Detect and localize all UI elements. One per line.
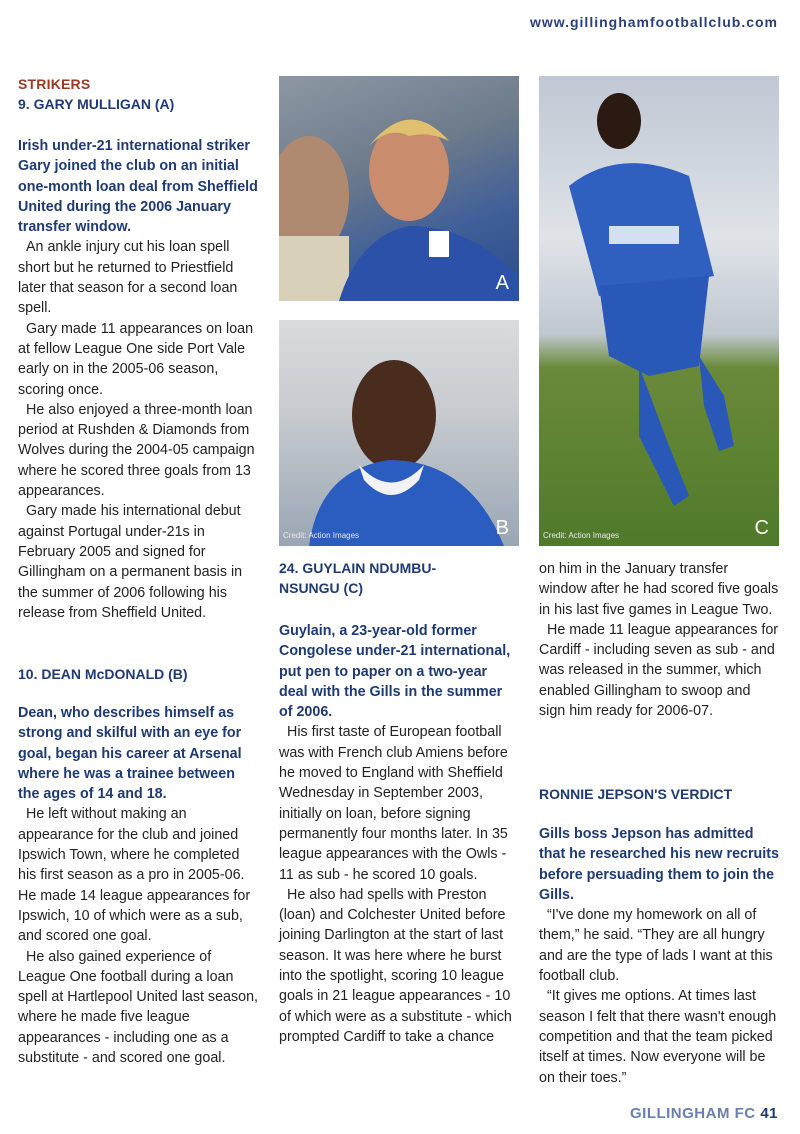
body-paragraph: He made 11 league appearances for Cardiff - including seven as sub - and was released in the summer, which enabled Gillingham to swoop and sign him ready for 2006-07. — [539, 621, 779, 720]
player-heading-mcdonald: 10. DEAN McDONALD (B) — [18, 666, 188, 682]
photo-tag-a: A — [495, 272, 509, 294]
website-url: www.gillinghamfootballclub.com — [529, 14, 778, 30]
body-paragraph: He left without making an appearance for the club and joined Ipswich Town, where he completed his first season as a pro in 2005-06. He made 14 league appearances for Ipswich, 10 of which were as a sub, and scored one goal. — [18, 806, 251, 945]
body-paragraph: Gary made his international debut against Portugal under-21s in February 2005 and signed for Gillingham on a permanent basis in the summer of 2006 following his release from Sheffield United. — [18, 503, 243, 621]
body-paragraph: His first taste of European football was with French club Amiens before he moved to England with Sheffield Wednesday in September 2003, initially on loan, before signing permanently four months later. In 35 league appearances with the Owls - 11 as sub - he scored 10 goals. — [279, 724, 508, 883]
photo-tag-c: C — [754, 517, 769, 539]
section-heading: STRIKERS — [18, 76, 91, 92]
article-block-2 — [18, 703, 258, 1068]
body-paragraph: “I've done my homework on all of them,” he said. “They are all hungry and are the type of lads I want at this football club. — [539, 907, 773, 985]
photo-b — [279, 320, 519, 546]
page-footer — [630, 1105, 778, 1122]
player-heading-ndumbu-nsungu: 24. GUYLAIN NDUMBU-NSUNGU (C) — [279, 560, 437, 596]
footer-label: GILLINGHAM FC — [629, 1105, 756, 1122]
body-paragraph: He also gained experience of League One football during a loan spell at Hartlepool United last season, where he made five league appearances - including one as a substitute - and scored one goal. — [18, 948, 259, 1067]
article-block-1 — [18, 136, 258, 623]
lead-paragraph: Irish under-21 international striker Gary joined the club on an initial one-month loan deal from Sheffield United during the 2006 January transfer window. — [18, 138, 258, 236]
lead-paragraph: Gills boss Jepson has admitted that he researched his new recruits before persuading them to join the Gills. — [539, 826, 779, 903]
player-photo-illustration — [279, 76, 519, 301]
photo-tag-b: B — [495, 517, 509, 539]
body-paragraph: An ankle injury cut his loan spell short but he returned to Priestfield later that season for a second loan spell. — [18, 239, 238, 317]
photo-credit-c: Credit: Action Images — [543, 531, 620, 540]
player-photo-illustration — [279, 320, 519, 546]
player-photo-illustration — [539, 76, 779, 546]
body-paragraph: He also enjoyed a three-month loan period at Rushden & Diamonds from Wolves during the 2004-05 campaign where he scored three goals from 13 appearances. — [18, 401, 255, 500]
page-number: 41 — [760, 1105, 778, 1122]
body-paragraph: Gary made 11 appearances on loan at fellow League One side Port Vale early on in the 2005-06 season, scoring once. — [18, 320, 254, 398]
lead-paragraph: Dean, who describes himself as strong and skilful with an eye for goal, began his career at Arsenal where he was a trainee between the ages of 14 and 18. — [18, 705, 242, 803]
article-block-3 — [279, 621, 519, 1047]
photo-c — [539, 76, 779, 546]
article-block-3-continued — [539, 559, 779, 721]
body-paragraph: “It gives me options. At times last season I felt that there wasn't enough competition and that the team picked itself at times. Now everyone will be on their toes.” — [539, 988, 777, 1086]
verdict-heading: RONNIE JEPSON'S VERDICT — [539, 786, 733, 802]
body-paragraph: He also had spells with Preston (loan) and Colchester United before joining Darlington at the start of last season. It was here where he burst into the spotlight, scoring 10 league goals in 21 league appearances - 10 of which were as a substitute - which prompted Cardiff to take a chance — [279, 886, 512, 1045]
photo-credit-b: Credit: Action Images — [283, 531, 360, 540]
photo-a — [279, 76, 519, 301]
body-paragraph: on him in the January transfer window after he had scored five goals in his last five games in League Two. — [539, 561, 779, 618]
player-heading-mulligan: 9. GARY MULLIGAN (A) — [18, 96, 175, 112]
article-block-4 — [539, 824, 779, 1088]
lead-paragraph: Guylain, a 23-year-old former Congolese under-21 international, put pen to paper on a two-year deal with the Gills in the summer of 2006. — [279, 623, 511, 721]
